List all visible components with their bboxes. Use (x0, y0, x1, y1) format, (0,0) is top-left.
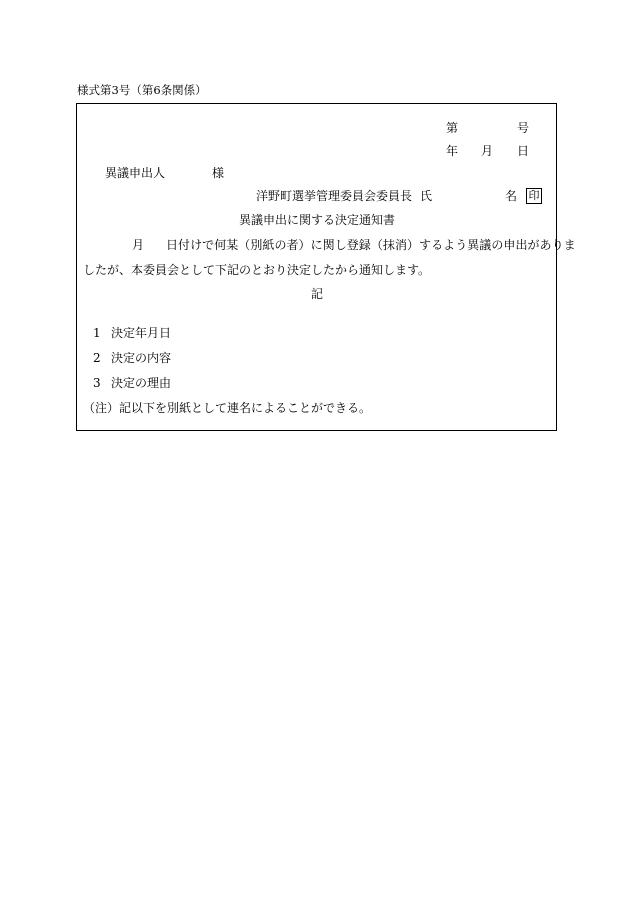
sender-name-mei: 名 (505, 189, 518, 203)
item-text: 決定の内容 (111, 351, 172, 365)
ki-heading: 記 (311, 287, 324, 301)
item-text: 決定の理由 (111, 376, 172, 390)
body-text-line-1: 日付けで何某（別紙の者）に関し登録（抹消）するよう異議の申出がありま (166, 238, 576, 252)
seal-mark: 印 (526, 188, 542, 204)
body-month-label: 月 (132, 238, 145, 252)
sender-title: 洋野町選挙管理委員会委員長 (256, 189, 413, 203)
item-number: 3 (93, 376, 101, 390)
date-month-label: 月 (481, 144, 494, 158)
form-number: 様式第3号（第6条関係） (77, 83, 207, 97)
item-number: 2 (93, 351, 101, 365)
addressee-honorific: 様 (212, 166, 225, 180)
sender-name-shi: 氏 (420, 189, 433, 203)
item-text: 決定年月日 (111, 326, 172, 340)
document-number-prefix: 第 (446, 121, 459, 135)
document-number-suffix: 号 (517, 121, 530, 135)
body-text-line-2: したが、本委員会として下記のとおり決定したから通知します。 (83, 263, 431, 277)
footnote: （注）記以下を別紙として連名によることができる。 (83, 401, 372, 415)
notice-title: 異議申出に関する決定通知書 (239, 213, 396, 227)
addressee-name: 異議申出人 (105, 166, 166, 180)
date-year-label: 年 (446, 144, 459, 158)
date-day-label: 日 (517, 144, 530, 158)
item-number: 1 (93, 326, 101, 340)
